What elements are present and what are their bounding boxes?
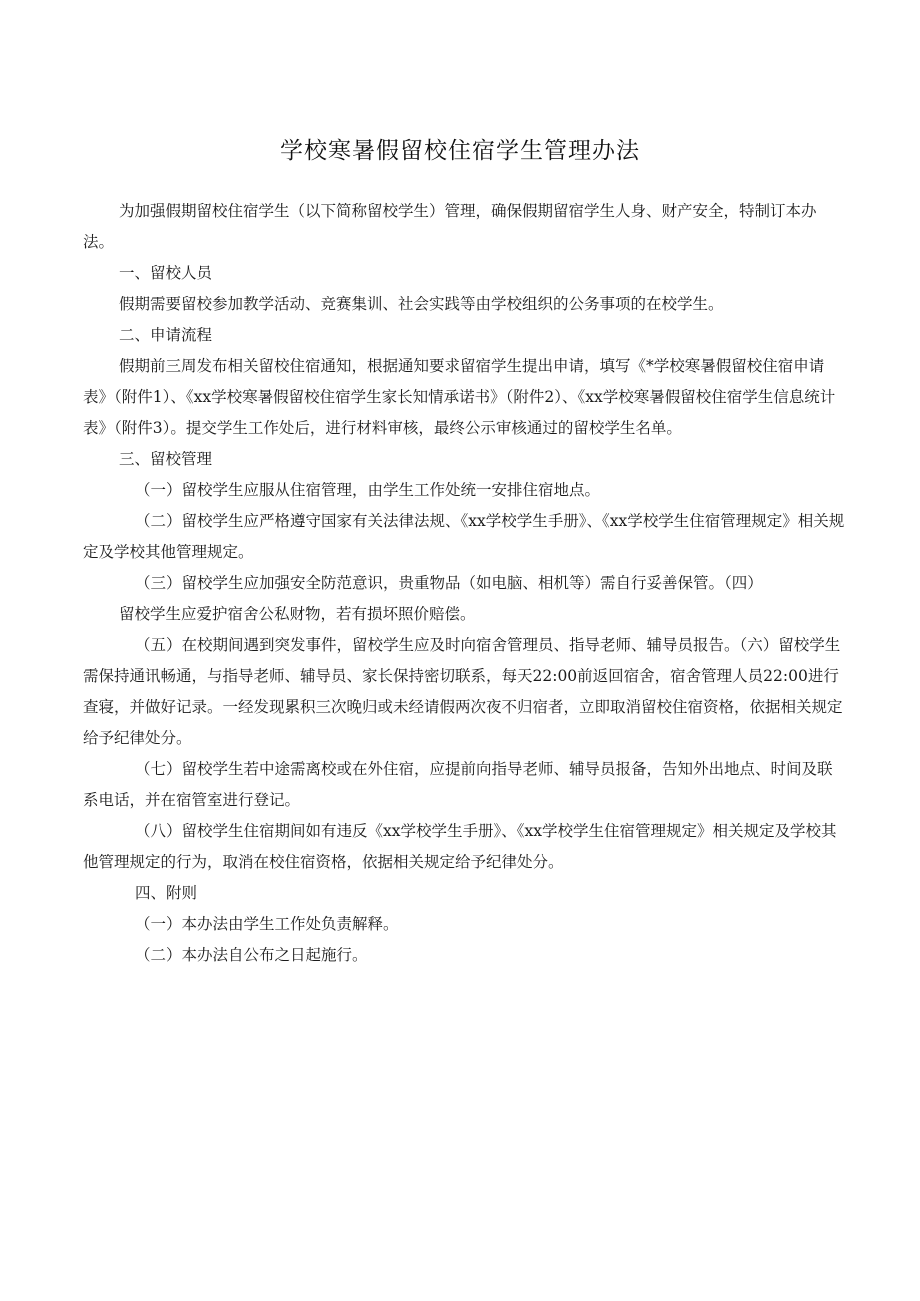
document-body	[83, 196, 845, 971]
section-heading-1: 一、留校人员	[119, 264, 213, 282]
section-3-item-2: （二）留校学生应严格遵守国家有关法律法规、《xx学校学生手册》、《xx学校学生住宿管理规定》相关规定及学校其他管理规定。	[83, 512, 845, 561]
section-3-item-3: （三）留校学生应加强安全防范意识，贵重物品（如电脑、相机等）需自行妥善保管。（四）	[135, 574, 763, 592]
section-1-text: 假期需要留校参加教学活动、竞赛集训、社会实践等由学校组织的公务事项的在校学生。	[119, 295, 724, 313]
document-title: 学校寒暑假留校住宿学生管理办法	[280, 138, 640, 164]
section-heading-4: 四、附则	[135, 884, 198, 902]
section-3-item-5: （五）在校期间遇到突发事件，留校学生应及时向宿舍管理员、指导老师、辅导员报告。（六）留校学生需保持通讯畅通，与指导老师、辅导员、家长保持密切联系，每天22:00前返回宿舍，宿舍管理人员22:00进行查寝，并做好记录。一经发现累积三次晚归或未经请假两次夜不归宿者，立即取消留校住宿资格，依据相关规定给予纪律处分。	[83, 636, 843, 747]
section-2-text: 假期前三周发布相关留校住宿通知，根据通知要求留宿学生提出申请，填写《*学校寒暑假留校住宿申请表》（附件1）、《xx学校寒暑假留校住宿学生家长知情承诺书》（附件2）、《xx学校寒暑假留校住宿学生信息统计表》（附件3）。提交学生工作处后，进行材料审核，最终公示审核通过的留校学生名单。	[83, 357, 836, 437]
section-4-item-2: （二）本办法自公布之日起施行。	[135, 946, 368, 964]
section-3-item-4: 留校学生应爱护宿舍公私财物，若有损坏照价赔偿。	[119, 605, 476, 623]
section-heading-2: 二、申请流程	[119, 326, 213, 344]
intro-paragraph: 为加强假期留校住宿学生（以下简称留校学生）管理，确保假期留宿学生人身、财产安全，特制订本办法。	[83, 202, 817, 251]
section-heading-3: 三、留校管理	[119, 450, 213, 468]
section-3-item-7: （七）留校学生若中途需离校或在外住宿，应提前向指导老师、辅导员报备，告知外出地点、时间及联系电话，并在宿管室进行登记。	[83, 760, 833, 809]
section-3-item-8: （八）留校学生住宿期间如有违反《xx学校学生手册》、《xx学校学生住宿管理规定》相关规定及学校其他管理规定的行为，取消在校住宿资格，依据相关规定给予纪律处分。	[83, 822, 837, 871]
section-3-item-1: （一）留校学生应服从住宿管理，由学生工作处统一安排住宿地点。	[135, 481, 601, 499]
section-4-item-1: （一）本办法由学生工作处负责解释。	[135, 915, 399, 933]
